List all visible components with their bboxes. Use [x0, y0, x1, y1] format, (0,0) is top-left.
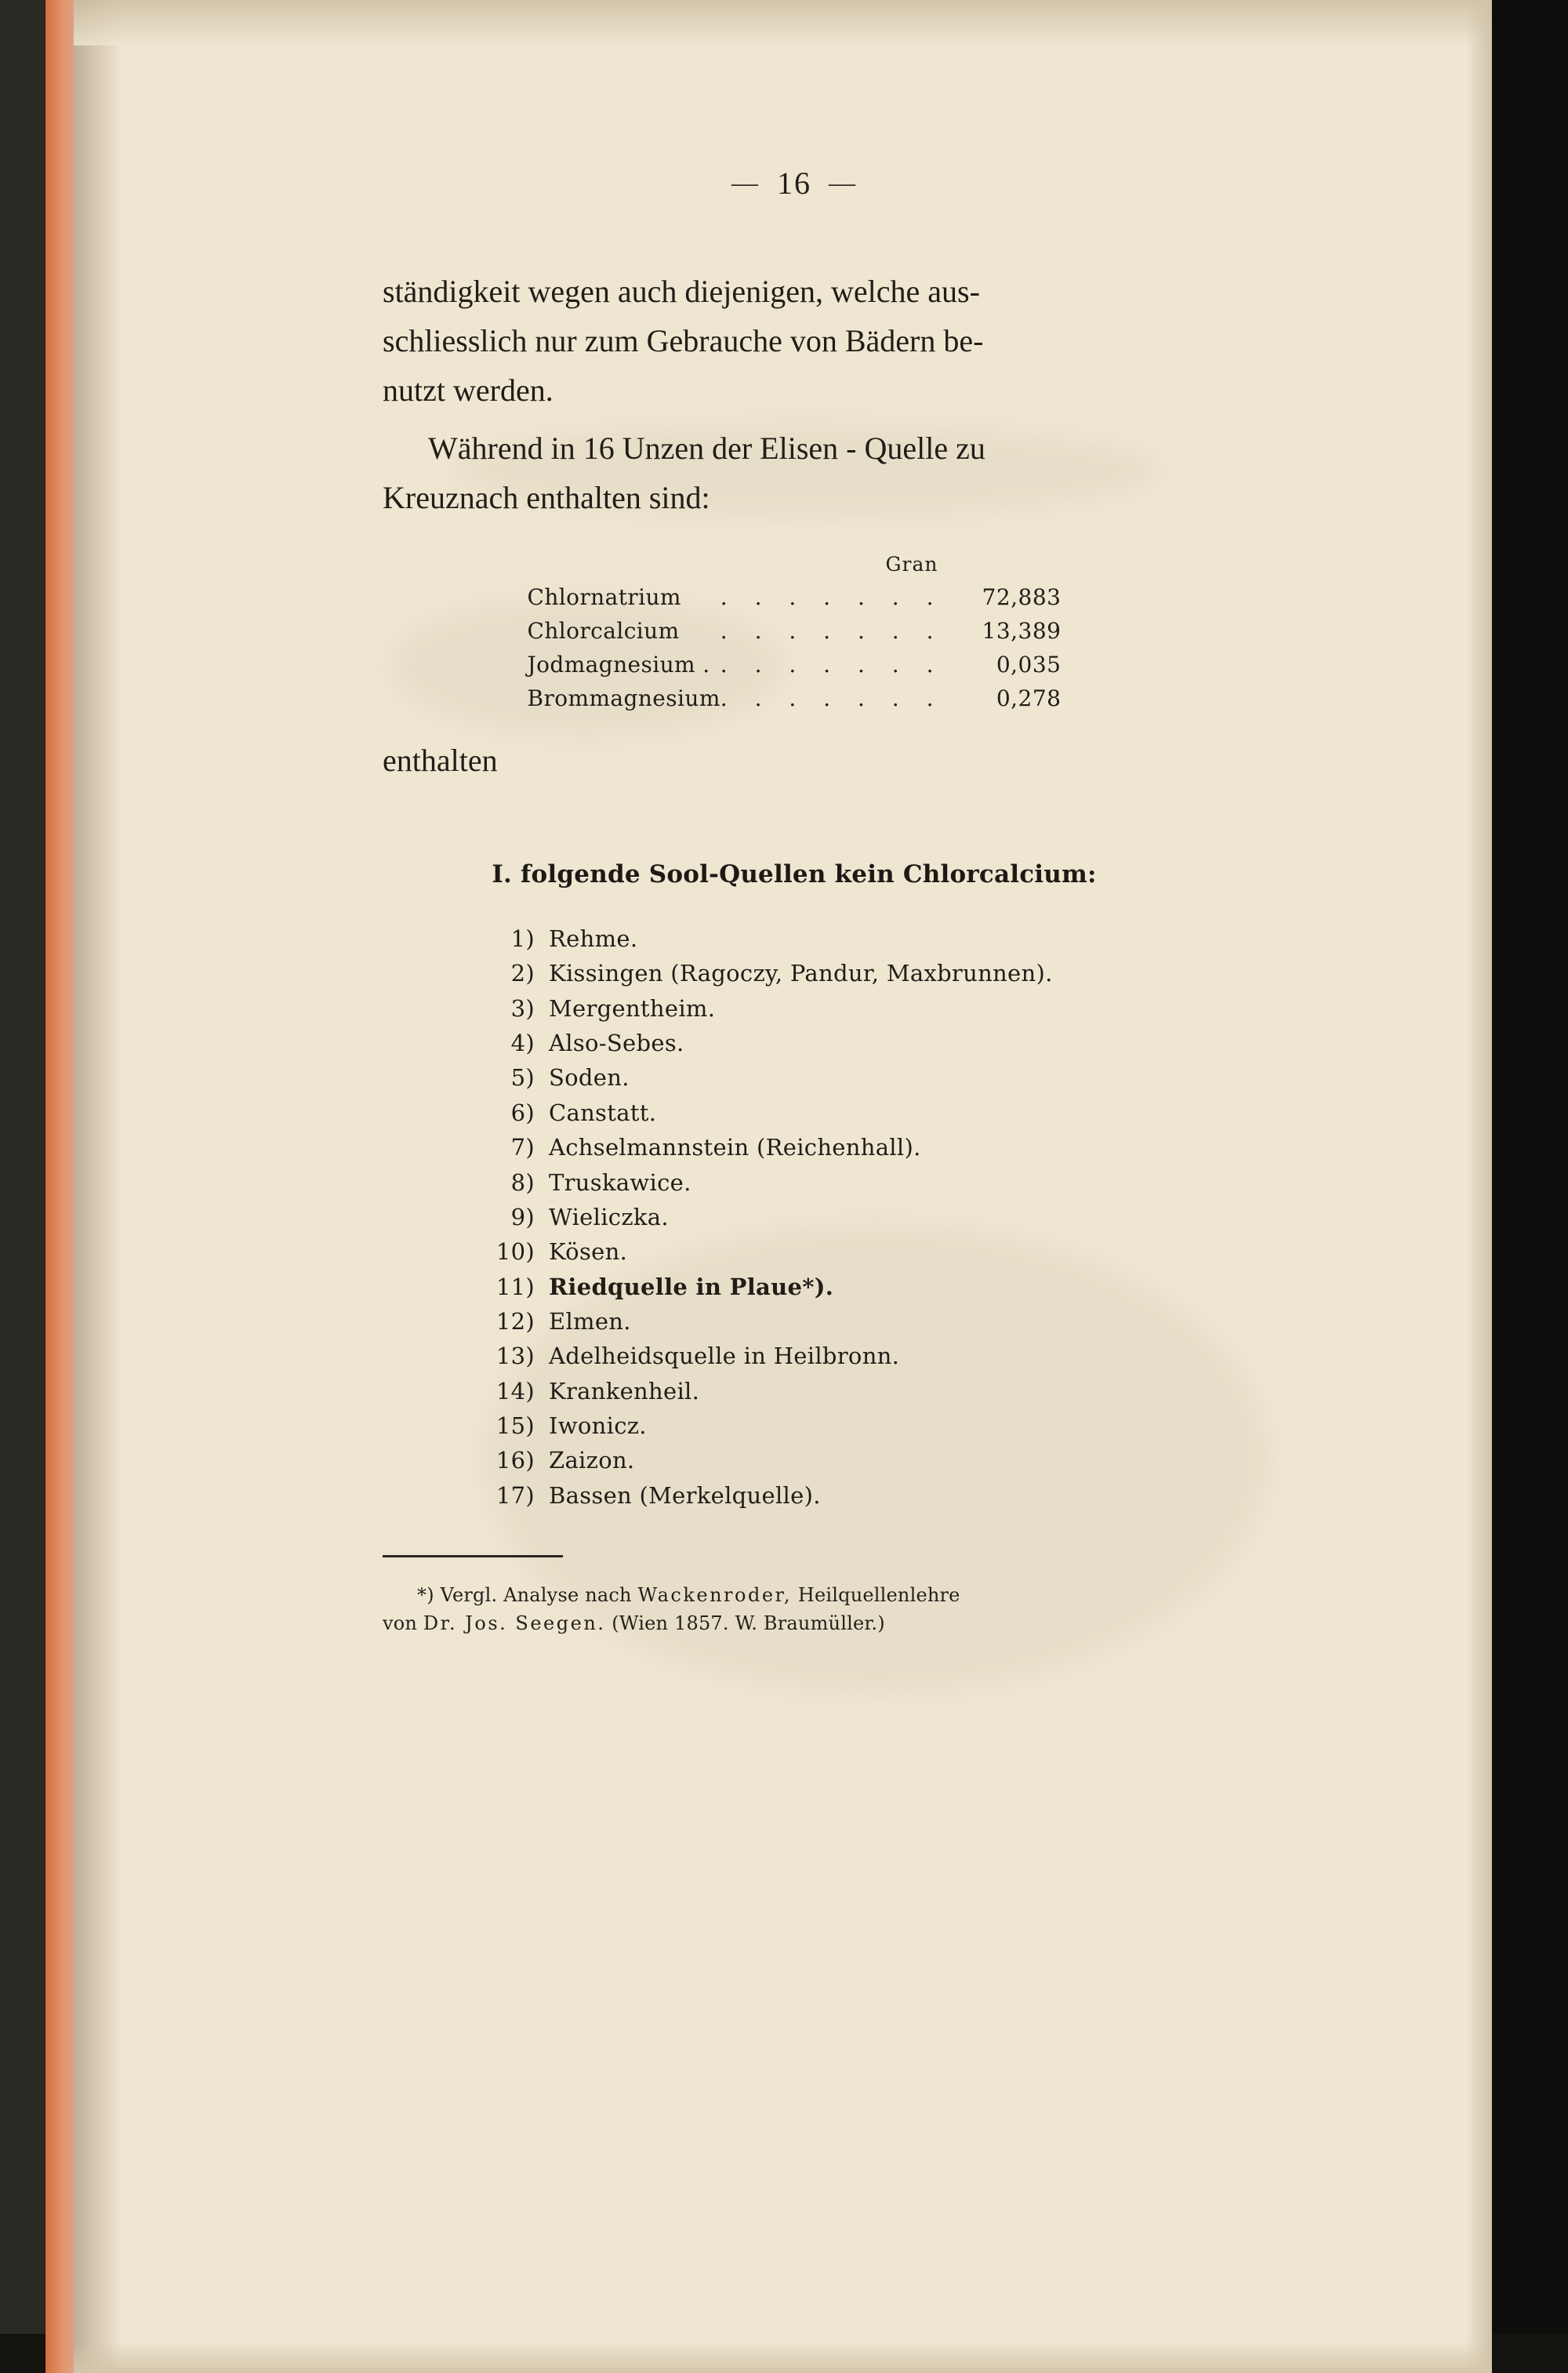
list-item-number: 6) [510, 1099, 535, 1126]
list-item [477, 921, 1206, 956]
list-item-number: 12) [495, 1307, 535, 1335]
binding-shadow [74, 0, 121, 2373]
after-table-text: enthalten [383, 742, 498, 778]
analysis-table [528, 580, 1062, 715]
list-item [477, 1408, 1206, 1443]
list-item-label: Iwonicz. [549, 1412, 647, 1440]
list-item-number: 1) [510, 925, 535, 952]
page-right-edge [1465, 0, 1492, 2373]
list-item [477, 1060, 1206, 1095]
footnote-publisher-name: W. Braumüller.) [735, 1612, 885, 1635]
list-item-number: 4) [510, 1030, 535, 1057]
footnote-text-c: von [383, 1612, 418, 1635]
substance-value: 72,883 [982, 583, 1062, 610]
footnote-text-d: (Wien 1857. [612, 1612, 729, 1635]
folio-dash-left: — [731, 169, 760, 198]
list-item [477, 1096, 1206, 1130]
substance-name: Chlornatrium [527, 583, 681, 610]
footnote-rule [383, 1555, 563, 1557]
folio-dash-right: — [829, 169, 857, 198]
analysis-table-wrap [383, 553, 1206, 715]
page-bottom-edge [74, 2342, 1492, 2373]
footnote-text-b: Heilquellenlehre [797, 1584, 960, 1607]
list-item-number: 10) [495, 1238, 535, 1266]
section-heading: I. folgende Sool-Quellen kein Chlorcalcium: [492, 859, 1097, 889]
list-item-number: 2) [510, 960, 535, 987]
page-folio [383, 165, 1206, 202]
list-item [477, 1270, 1206, 1304]
list-item-label: Adelheidsquelle in Heilbronn. [549, 1343, 900, 1370]
list-item-number: 9) [510, 1203, 535, 1230]
list-item-label: Rehme. [549, 925, 638, 952]
substance-value: 13,389 [982, 617, 1062, 644]
list-item-label: Bassen (Merkelquelle). [549, 1481, 821, 1509]
page-top-edge [74, 0, 1492, 45]
list-item [477, 1339, 1206, 1373]
footnote-author-name: Wackenroder, [637, 1584, 792, 1607]
list-item [477, 991, 1206, 1026]
paragraph-1-line-1: ständigkeit wegen auch diejenigen, welche aus- [383, 274, 980, 309]
list-item-label: Kösen. [549, 1238, 628, 1266]
list-item-label: Achselmannstein (Reichenhall). [549, 1134, 921, 1161]
book-binding-strip [45, 0, 74, 2373]
paragraph-1-line-2: schliesslich nur zum Gebrauche von Bädern be- [383, 322, 984, 358]
list-item-number: 13) [495, 1343, 535, 1370]
list-item-number: 5) [510, 1064, 535, 1092]
table-row [528, 580, 1062, 614]
list-item [477, 1443, 1206, 1477]
substance-value: 0,035 [996, 651, 1062, 678]
list-item-number: 8) [510, 1168, 535, 1196]
places-list [383, 921, 1206, 1513]
table-row [528, 648, 1062, 681]
list-item-number: 17) [495, 1481, 535, 1509]
list-item-label: Zaizon. [549, 1447, 635, 1474]
book-page [45, 0, 1492, 2373]
scan-left-margin [0, 0, 47, 2373]
list-item-number: 11) [495, 1273, 535, 1300]
list-item-label: Krankenheil. [549, 1377, 700, 1405]
substance-name: Chlorcalcium [527, 617, 680, 644]
substance-name: Jodmagnesium . [527, 651, 710, 678]
list-item [477, 1200, 1206, 1234]
list-item-label: Soden. [549, 1064, 630, 1092]
list-item-label: Mergentheim. [549, 994, 716, 1022]
list-item-label: Elmen. [549, 1307, 631, 1335]
table-row [528, 614, 1062, 648]
footnote-text-a: Vergl. Analyse nach [440, 1584, 632, 1607]
dot-leader: . . . . . . . [720, 685, 944, 711]
list-item-number: 16) [495, 1447, 535, 1474]
list-item-label: Also-Sebes. [549, 1030, 684, 1057]
list-item [477, 956, 1206, 990]
table-row [528, 681, 1062, 715]
list-item-number: 7) [510, 1134, 535, 1161]
footnote [383, 1581, 1206, 1637]
list-item-number: 15) [495, 1412, 535, 1440]
list-item-number: 14) [495, 1377, 535, 1405]
list-item [477, 1165, 1206, 1200]
dot-leader: . . . . . . . [720, 651, 944, 678]
dot-leader: . . . . . . . [720, 583, 944, 610]
list-item [477, 1304, 1206, 1339]
page-number: 16 [777, 165, 811, 201]
footnote-marker: *) [417, 1584, 434, 1607]
list-item [477, 1478, 1206, 1513]
list-item-number: 3) [510, 994, 535, 1022]
list-item [477, 1374, 1206, 1408]
list-item [477, 1130, 1206, 1165]
footnote-editor-name: Dr. Jos. Seegen. [423, 1612, 606, 1635]
list-item-label: Truskawice. [549, 1168, 691, 1196]
list-item-label: Canstatt. [549, 1099, 657, 1126]
table-unit-header: Gran [885, 552, 938, 576]
paragraph-2-line-2: Kreuznach enthalten sind: [383, 480, 710, 516]
paragraph-1-line-3: nutzt werden. [383, 372, 554, 408]
list-item [477, 1026, 1206, 1060]
page-content [383, 165, 1206, 1637]
list-item [477, 1234, 1206, 1269]
substance-value: 0,278 [996, 685, 1062, 711]
substance-name: Brommagnesium [527, 685, 720, 711]
dot-leader: . . . . . . . [720, 617, 944, 644]
list-item-label: Wieliczka. [549, 1203, 669, 1230]
list-item-label: Kissingen (Ragoczy, Pandur, Maxbrunnen). [549, 960, 1053, 987]
paragraph-2-line-1: Während in 16 Unzen der Elisen - Quelle zu [428, 431, 985, 467]
list-item-label: Riedquelle in Plaue*). [549, 1273, 834, 1300]
